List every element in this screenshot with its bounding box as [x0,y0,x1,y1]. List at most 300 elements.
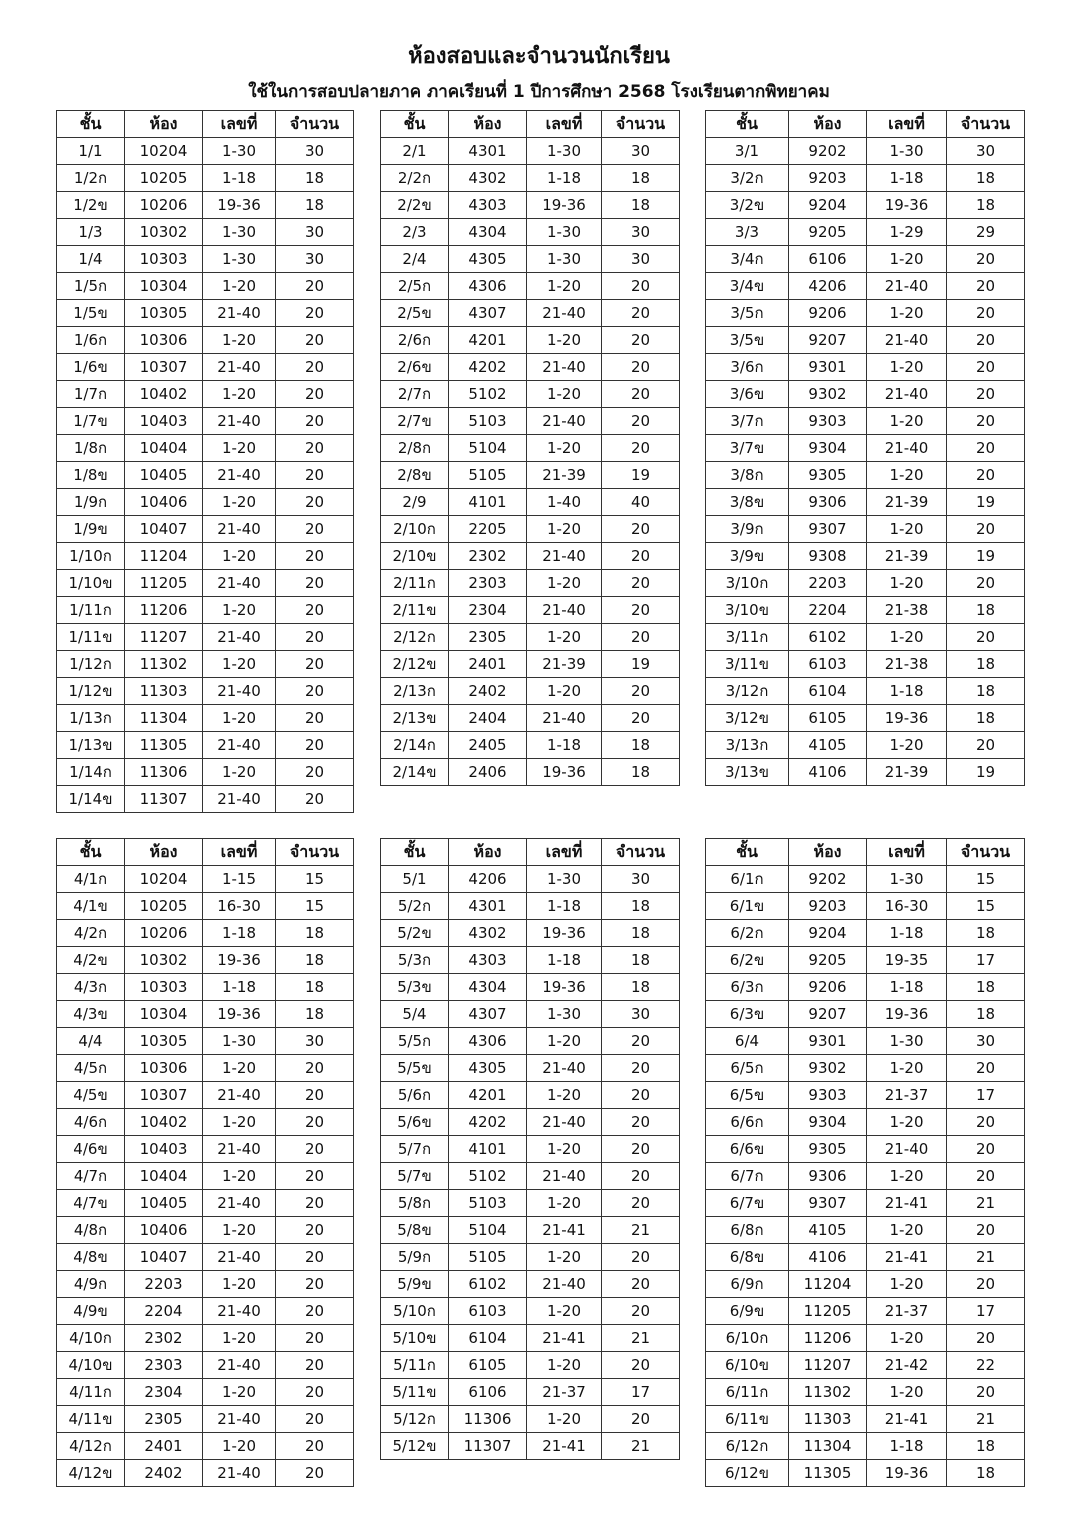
room-cell: 10402 [125,381,203,408]
room-cell: 5104 [449,1217,527,1244]
number-range-cell: 1-20 [203,1271,276,1298]
table-row [57,300,354,327]
count-cell: 30 [276,246,354,273]
room-cell: 4303 [449,947,527,974]
table-row [381,408,680,435]
room-cell: 10403 [125,1136,203,1163]
class-cell: 1/14ก [57,759,125,786]
class-cell: 2/12ก [381,624,449,651]
table-row [57,759,354,786]
class-cell: 4/7ก [57,1163,125,1190]
class-cell: 1/1 [57,138,125,165]
class-cell: 2/6ข [381,354,449,381]
room-cell: 11303 [125,678,203,705]
room-cell: 10305 [125,1028,203,1055]
count-cell: 20 [602,1352,680,1379]
table-row [706,1433,1025,1460]
number-range-cell: 1-30 [867,866,947,893]
table-row [381,1271,680,1298]
table-row [381,947,680,974]
class-cell: 3/6ข [706,381,789,408]
count-cell: 20 [602,543,680,570]
count-cell: 20 [602,1271,680,1298]
room-cell: 4307 [449,1001,527,1028]
number-range-cell: 1-18 [527,732,602,759]
class-cell: 2/3 [381,219,449,246]
room-cell: 2406 [449,759,527,786]
count-cell: 30 [276,138,354,165]
class-cell: 3/2ก [706,165,789,192]
count-cell: 20 [276,543,354,570]
class-cell: 5/5ข [381,1055,449,1082]
room-cell: 11204 [789,1271,867,1298]
table-row [57,273,354,300]
table-header-row [57,839,354,866]
count-cell: 18 [276,165,354,192]
number-range-cell: 1-18 [527,165,602,192]
table-row [57,1298,354,1325]
table-row [381,516,680,543]
number-range-cell: 21-40 [203,1244,276,1271]
room-cell: 11303 [789,1406,867,1433]
table-row [381,543,680,570]
room-cell: 9307 [789,516,867,543]
table-row [381,1379,680,1406]
table-row [381,381,680,408]
room-cell: 10307 [125,1082,203,1109]
table-row [57,732,354,759]
room-cell: 9302 [789,1055,867,1082]
table-row [381,705,680,732]
room-cell: 11304 [789,1433,867,1460]
room-cell: 4301 [449,138,527,165]
room-cell: 10205 [125,893,203,920]
class-cell: 5/2ก [381,893,449,920]
table-row [57,1109,354,1136]
number-range-cell: 21-40 [203,1460,276,1487]
table-row [381,1190,680,1217]
room-cell: 5104 [449,435,527,462]
number-range-cell: 1-20 [867,1055,947,1082]
number-range-cell: 1-20 [867,1109,947,1136]
table-row [57,1460,354,1487]
table-header-row [57,111,354,138]
count-cell: 20 [602,597,680,624]
room-cell: 6102 [789,624,867,651]
number-range-cell: 21-40 [527,1163,602,1190]
table-row [381,1217,680,1244]
class-cell: 6/9ก [706,1271,789,1298]
count-cell: 20 [602,435,680,462]
number-range-cell: 21-40 [527,408,602,435]
class-cell: 1/8ข [57,462,125,489]
room-cell: 2305 [449,624,527,651]
number-range-cell: 1-20 [527,624,602,651]
count-cell: 20 [276,1136,354,1163]
table-row [706,1217,1025,1244]
room-cell: 9301 [789,354,867,381]
number-range-cell: 21-37 [867,1298,947,1325]
class-cell: 3/13ก [706,732,789,759]
number-range-cell: 19-36 [867,1001,947,1028]
number-range-cell: 1-20 [867,1271,947,1298]
room-cell: 5103 [449,408,527,435]
count-cell: 18 [276,947,354,974]
count-cell: 18 [947,597,1025,624]
class-cell: 3/13ข [706,759,789,786]
room-cell: 11207 [125,624,203,651]
class-cell: 2/13ก [381,678,449,705]
class-cell: 2/13ข [381,705,449,732]
room-cell: 9303 [789,408,867,435]
header-number-range: เลขที่ [527,111,602,138]
class-cell: 6/3ก [706,974,789,1001]
count-cell: 15 [276,866,354,893]
room-cell: 10306 [125,1055,203,1082]
class-cell: 4/3ข [57,1001,125,1028]
class-cell: 4/10ข [57,1352,125,1379]
number-range-cell: 21-42 [867,1352,947,1379]
table-row [706,192,1025,219]
number-range-cell: 21-40 [203,786,276,813]
number-range-cell: 1-20 [203,1217,276,1244]
number-range-cell: 1-20 [867,624,947,651]
room-cell: 4201 [449,327,527,354]
table-row [706,543,1025,570]
header-number-range: เลขที่ [203,111,276,138]
count-cell: 21 [947,1406,1025,1433]
number-range-cell: 1-30 [203,138,276,165]
room-cell: 10403 [125,408,203,435]
number-range-cell: 1-20 [203,1055,276,1082]
table-row [706,1406,1025,1433]
class-cell: 3/7ข [706,435,789,462]
count-cell: 30 [602,246,680,273]
number-range-cell: 1-20 [527,516,602,543]
number-range-cell: 19-36 [527,759,602,786]
class-cell: 5/9ข [381,1271,449,1298]
count-cell: 20 [602,516,680,543]
count-cell: 18 [947,1433,1025,1460]
table-row [57,219,354,246]
table-row [381,570,680,597]
table-row [381,1082,680,1109]
table-row [706,273,1025,300]
table-row [57,624,354,651]
table-row [706,1352,1025,1379]
number-range-cell: 21-41 [867,1244,947,1271]
room-cell: 2205 [449,516,527,543]
number-range-cell: 1-30 [867,1028,947,1055]
room-cell: 10406 [125,489,203,516]
room-cell: 10205 [125,165,203,192]
count-cell: 18 [947,651,1025,678]
class-cell: 6/2ข [706,947,789,974]
class-cell: 5/10ก [381,1298,449,1325]
count-cell: 20 [947,570,1025,597]
count-cell: 20 [602,381,680,408]
table-row [57,516,354,543]
table-row [57,1055,354,1082]
count-cell: 20 [276,489,354,516]
room-cell: 2303 [449,570,527,597]
header-count: จำนวน [602,839,680,866]
table-row [381,489,680,516]
table-row [57,1325,354,1352]
count-cell: 18 [602,893,680,920]
number-range-cell: 1-20 [527,1244,602,1271]
class-cell: 1/14ข [57,786,125,813]
table-row [706,435,1025,462]
number-range-cell: 1-30 [527,138,602,165]
table-row [706,705,1025,732]
number-range-cell: 21-39 [867,543,947,570]
room-cell: 11204 [125,543,203,570]
header-class: ชั้น [706,111,789,138]
count-cell: 17 [947,1298,1025,1325]
class-cell: 3/4ข [706,273,789,300]
table-row [706,327,1025,354]
table-row [381,1163,680,1190]
class-cell: 3/2ข [706,192,789,219]
table-row [381,1001,680,1028]
count-cell: 20 [276,732,354,759]
table-row [706,624,1025,651]
class-cell: 5/3ข [381,974,449,1001]
count-cell: 19 [947,759,1025,786]
table-header-row [706,839,1025,866]
count-cell: 20 [276,624,354,651]
table-row [57,327,354,354]
number-range-cell: 1-20 [203,1109,276,1136]
class-cell: 2/7ก [381,381,449,408]
table-row [381,920,680,947]
table-row [706,165,1025,192]
class-cell: 5/7ก [381,1136,449,1163]
number-range-cell: 1-20 [867,462,947,489]
class-cell: 4/2ข [57,947,125,974]
grade-1-table [56,110,354,813]
room-cell: 10304 [125,273,203,300]
room-cell: 9303 [789,1082,867,1109]
number-range-cell: 21-40 [203,300,276,327]
number-range-cell: 21-38 [867,597,947,624]
table-row [57,570,354,597]
number-range-cell: 1-30 [203,246,276,273]
count-cell: 20 [947,1136,1025,1163]
room-cell: 9203 [789,893,867,920]
room-cell: 9308 [789,543,867,570]
number-range-cell: 1-18 [867,920,947,947]
table-row [57,1217,354,1244]
count-cell: 40 [602,489,680,516]
room-cell: 4302 [449,920,527,947]
room-cell: 9305 [789,462,867,489]
room-cell: 9205 [789,947,867,974]
class-cell: 1/11ก [57,597,125,624]
room-cell: 10206 [125,920,203,947]
room-cell: 10307 [125,354,203,381]
number-range-cell: 1-20 [203,489,276,516]
table-row [57,138,354,165]
room-cell: 4101 [449,1136,527,1163]
table-row [381,1433,680,1460]
room-cell: 10405 [125,1190,203,1217]
room-cell: 10204 [125,138,203,165]
table-row [57,786,354,813]
number-range-cell: 1-20 [527,327,602,354]
class-cell: 6/12ก [706,1433,789,1460]
table-row [706,1190,1025,1217]
room-cell: 9205 [789,219,867,246]
count-cell: 20 [276,1433,354,1460]
count-cell: 30 [602,1001,680,1028]
table-row [381,732,680,759]
class-cell: 1/5ก [57,273,125,300]
room-cell: 9207 [789,1001,867,1028]
class-cell: 3/8ข [706,489,789,516]
count-cell: 20 [602,1298,680,1325]
class-cell: 1/7ข [57,408,125,435]
table-row [381,165,680,192]
room-cell: 2303 [125,1352,203,1379]
count-cell: 21 [947,1190,1025,1217]
table-row [57,462,354,489]
number-range-cell: 1-30 [527,219,602,246]
class-cell: 3/3 [706,219,789,246]
class-cell: 6/7ก [706,1163,789,1190]
room-cell: 5102 [449,381,527,408]
number-range-cell: 1-20 [203,327,276,354]
count-cell: 30 [947,1028,1025,1055]
number-range-cell: 21-40 [203,1082,276,1109]
table-row [57,1163,354,1190]
room-cell: 2305 [125,1406,203,1433]
number-range-cell: 1-18 [867,165,947,192]
class-cell: 2/10ข [381,543,449,570]
room-cell: 6104 [789,678,867,705]
class-cell: 1/12ก [57,651,125,678]
count-cell: 20 [947,300,1025,327]
count-cell: 20 [276,1190,354,1217]
table-row [706,1271,1025,1298]
table-row [706,516,1025,543]
room-cell: 10303 [125,246,203,273]
room-cell: 9306 [789,489,867,516]
table-header-row [381,111,680,138]
table-row [706,462,1025,489]
count-cell: 20 [947,1055,1025,1082]
number-range-cell: 21-40 [203,516,276,543]
count-cell: 20 [276,435,354,462]
number-range-cell: 1-20 [867,1163,947,1190]
class-cell: 4/6ข [57,1136,125,1163]
room-cell: 2304 [125,1379,203,1406]
table-row [381,1325,680,1352]
number-range-cell: 21-40 [867,381,947,408]
number-range-cell: 1-20 [203,543,276,570]
number-range-cell: 21-40 [203,1406,276,1433]
count-cell: 20 [602,1109,680,1136]
table-row [706,1325,1025,1352]
room-cell: 11305 [789,1460,867,1487]
class-cell: 4/12ก [57,1433,125,1460]
class-cell: 6/5ข [706,1082,789,1109]
class-cell: 3/9ก [706,516,789,543]
table-row [706,974,1025,1001]
room-cell: 4106 [789,759,867,786]
class-cell: 5/8ก [381,1190,449,1217]
class-cell: 1/9ก [57,489,125,516]
class-cell: 4/9ก [57,1271,125,1298]
room-cell: 11307 [449,1433,527,1460]
count-cell: 18 [947,705,1025,732]
count-cell: 20 [276,705,354,732]
room-cell: 9304 [789,1109,867,1136]
count-cell: 18 [947,920,1025,947]
count-cell: 20 [276,1271,354,1298]
header-room: ห้อง [125,111,203,138]
number-range-cell: 1-20 [203,705,276,732]
number-range-cell: 1-20 [867,732,947,759]
table-row [381,866,680,893]
number-range-cell: 19-36 [867,705,947,732]
count-cell: 20 [276,570,354,597]
number-range-cell: 21-41 [867,1190,947,1217]
number-range-cell: 1-18 [527,893,602,920]
count-cell: 20 [276,1082,354,1109]
class-cell: 2/1 [381,138,449,165]
room-cell: 10305 [125,300,203,327]
room-cell: 4202 [449,354,527,381]
room-cell: 6104 [449,1325,527,1352]
count-cell: 20 [602,300,680,327]
header-class: ชั้น [57,839,125,866]
count-cell: 20 [276,300,354,327]
class-cell: 2/10ก [381,516,449,543]
class-cell: 1/10ก [57,543,125,570]
number-range-cell: 21-39 [527,651,602,678]
table-row [381,893,680,920]
count-cell: 20 [947,1271,1025,1298]
room-cell: 5105 [449,462,527,489]
class-cell: 5/10ข [381,1325,449,1352]
count-cell: 20 [276,1379,354,1406]
number-range-cell: 21-40 [203,1352,276,1379]
count-cell: 20 [947,1163,1025,1190]
room-cell: 6105 [449,1352,527,1379]
class-cell: 4/10ก [57,1325,125,1352]
room-cell: 4303 [449,192,527,219]
count-cell: 20 [276,651,354,678]
count-cell: 18 [947,974,1025,1001]
class-cell: 2/4 [381,246,449,273]
room-cell: 2404 [449,705,527,732]
grade-2-table [380,110,680,786]
number-range-cell: 1-20 [203,1433,276,1460]
number-range-cell: 1-29 [867,219,947,246]
count-cell: 20 [276,759,354,786]
table-row [57,1379,354,1406]
table-row [57,1136,354,1163]
number-range-cell: 1-20 [203,273,276,300]
number-range-cell: 1-20 [203,651,276,678]
class-cell: 1/2ก [57,165,125,192]
number-range-cell: 1-20 [203,435,276,462]
count-cell: 30 [276,1028,354,1055]
count-cell: 20 [276,1406,354,1433]
count-cell: 21 [947,1244,1025,1271]
